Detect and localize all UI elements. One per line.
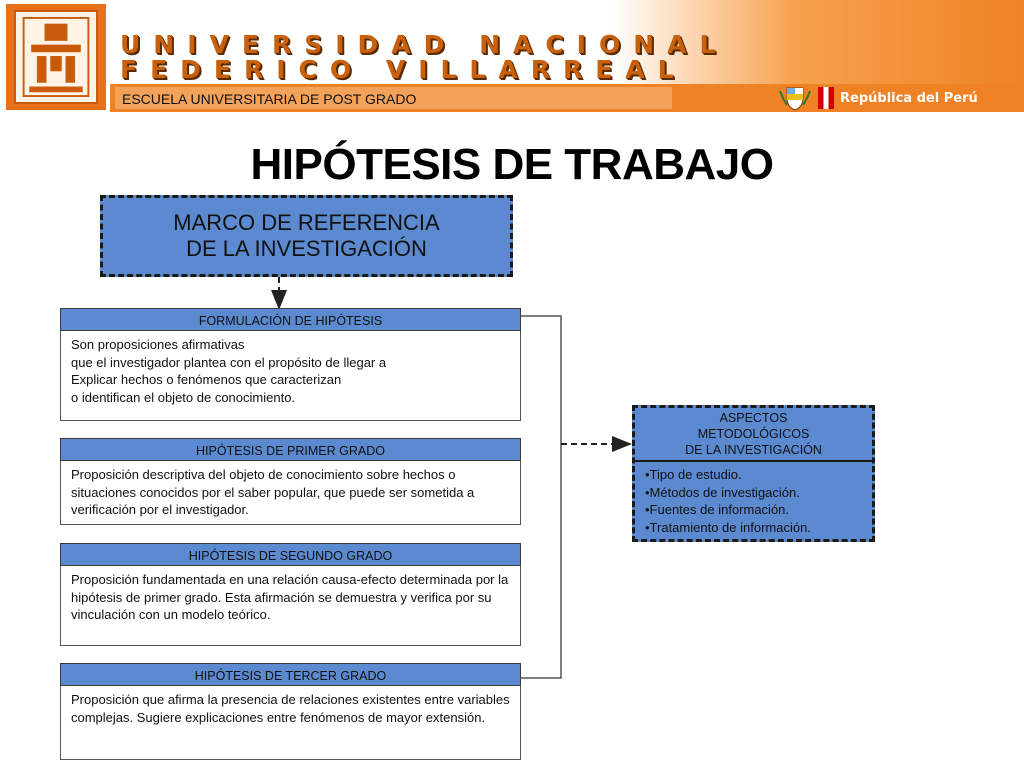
primer-grado-text: Proposición descriptiva del objeto de conocimiento sobre hechos o situaciones conocidos por el saber popular, que puede ser sometida a verificación por el investigador. (60, 461, 521, 525)
list-item: •Fuentes de información. (645, 502, 790, 517)
page-header (0, 0, 1024, 114)
formulacion-heading: FORMULACIÓN DE HIPÓTESIS (60, 308, 521, 331)
formulacion-text: Son proposiciones afirmativas que el investigador plantea con el propósito de llegar a Explicar hechos o fenómenos que caracterizan o identifican el objeto de conocimiento. (60, 331, 521, 421)
list-item: •Tratamiento de información. (645, 519, 811, 535)
university-logo (6, 4, 106, 110)
peru-shield-icon (778, 85, 812, 111)
segundo-grado-text: Proposición fundamentada en una relación causa-efecto determinada por la hipótesis de primer grado. Esta afirmación se demuestra y verifica por su vinculación con un modelo teórico. (60, 566, 521, 646)
aspectos-heading-line2: METODOLÓGICOS (697, 427, 810, 441)
university-seal-icon (14, 10, 98, 104)
seal-graphic (16, 12, 96, 102)
tercer-grado-group (60, 663, 521, 760)
tercer-grado-text: Proposición que afirma la presencia de relaciones existentes entre variables complejas. Sugiere explicaciones entre fenómenos de mayor extensión. (60, 686, 521, 760)
tercer-grado-heading: HIPÓTESIS DE TERCER GRADO (60, 663, 521, 686)
peru-flag-icon (818, 87, 834, 109)
formulacion-hipotesis-group (60, 308, 521, 421)
aspectos-heading-line3: DE LA INVESTIGACIÓN (685, 443, 822, 457)
segundo-grado-heading: HIPÓTESIS DE SEGUNDO GRADO (60, 543, 521, 566)
university-name-line2: FEDERICO VILLARREAL (120, 55, 687, 84)
list-item: •Tipo de estudio. (645, 467, 742, 482)
marco-referencia-label: MARCO DE REFERENCIA DE LA INVESTIGACIÓN (173, 209, 440, 261)
primer-grado-group (60, 438, 521, 525)
aspectos-list (635, 462, 872, 536)
country-label: República del Perú (840, 90, 978, 106)
aspectos-heading (635, 408, 872, 462)
list-item: •Métodos de investigación. (645, 484, 800, 500)
primer-grado-heading: HIPÓTESIS DE PRIMER GRADO (60, 438, 521, 461)
bracket-line (521, 316, 561, 678)
peru-emblem (778, 84, 978, 112)
school-name: ESCUELA UNIVERSITARIA DE POST GRADO (122, 91, 417, 107)
marco-referencia-box (100, 195, 513, 277)
segundo-grado-group (60, 543, 521, 646)
university-name-line1: UNIVERSIDAD NACIONAL (120, 30, 729, 59)
aspectos-heading-line1: ASPECTOS (719, 411, 788, 425)
page-title: HIPÓTESIS DE TRABAJO (250, 140, 774, 189)
aspectos-metodologicos-box (632, 405, 875, 542)
